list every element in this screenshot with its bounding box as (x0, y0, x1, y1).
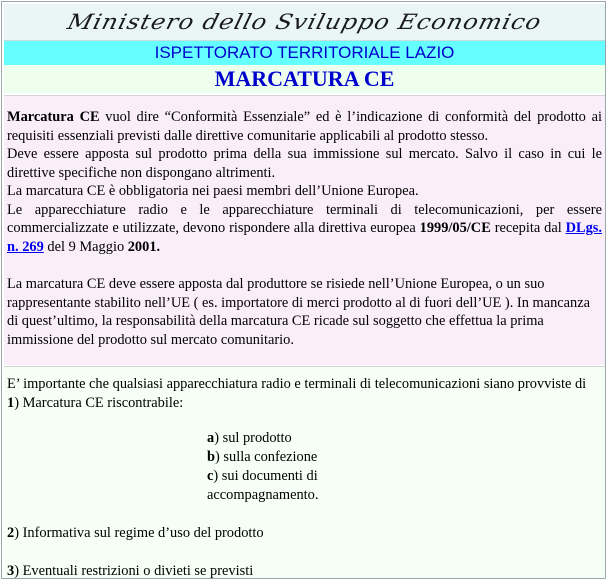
directive-year: 2001. (127, 238, 161, 255)
requirement-item-2 (7, 524, 602, 543)
ce-definition-section (4, 95, 605, 365)
ministry-name: Ministero dello Sviluppo Economico (64, 9, 545, 35)
item-number: 1 (7, 395, 15, 411)
item-letter: c (207, 468, 214, 484)
requirement-item-1 (7, 394, 602, 413)
directive-number: 1999/05/CE (419, 220, 491, 236)
item-letter: b (207, 449, 216, 465)
item-text: ) Eventuali restrizioni o divieti se previsti (14, 563, 254, 579)
paragraph-apposition: Deve essere apposta sul prodotto prima della sua immissione sul mercato. Salvo il caso in cui le direttive specifiche non dispongano altrimenti. (7, 146, 602, 181)
requirements-intro: E’ importante che qualsiasi apparecchiatura radio e terminali di telecomunicazioni siano provviste di (7, 376, 587, 392)
directive-text-c: del 9 Maggio (43, 238, 128, 255)
item-number: 2 (7, 525, 15, 541)
item-letter: a (207, 430, 215, 446)
item-text: ) Informativa sul regime d’uso del prodotto (14, 525, 264, 541)
definition-text: vuol dire “Conformità Essenziale” ed è l’indicazione di conformità del prodotto ai requisiti essenziali previsti dalle direttive comunitarie applicabili al prodotto stesso. (7, 109, 602, 144)
page-frame (1, 1, 606, 579)
spacer (7, 256, 602, 275)
item-text: ) sul prodotto (214, 430, 292, 446)
item-text: ) sulla confezione (215, 449, 318, 465)
directive-text-b: recepita dal (490, 220, 566, 236)
location-item-c (207, 467, 602, 486)
paragraph-responsibility: La marcatura CE deve essere apposta dal produttore se risiede nell’Unione Europea, o un suo rappresentante stabilito nell’UE ( es. importatore di merci prodotto al di fuori dell’UE ). In mancanza di quest’ultimo, la responsabilità della marcatura CE ricade sul soggetto che effettua la prima immissione del prodotto sul mercato comunitario. (7, 276, 591, 348)
requirements-section (4, 366, 605, 578)
ministry-banner (4, 4, 605, 41)
location-item-a (207, 429, 602, 448)
dlgs-269-link[interactable]: DLgs. n. 269 (7, 220, 602, 255)
item-text: ) sui documenti di (213, 468, 318, 484)
requirement-item-3 (7, 562, 602, 581)
item-text: ) Marcatura CE riscontrabile: (14, 395, 184, 411)
item-number: 3 (7, 563, 15, 579)
directive-text-a: Le apparecchiature radio e le apparecchiature terminali di telecomunicazioni, per essere commercializzate e utilizzate, devono rispondere alla direttiva europea (7, 201, 602, 236)
term-marcatura-ce: Marcatura CE (7, 109, 100, 125)
paragraph-directive (7, 201, 602, 257)
location-item-b (207, 448, 602, 467)
ce-location-list (207, 429, 602, 505)
page-title: MARCATURA CE (4, 65, 605, 93)
paragraph-obligation: La marcatura CE è obbligatoria nei paesi membri dell’Unione Europea. (7, 183, 419, 199)
location-item-c-continued: accompagnamento. (207, 487, 319, 503)
office-banner: ISPETTORATO TERRITORIALE LAZIO (4, 41, 605, 65)
paragraph-definition (7, 108, 602, 145)
